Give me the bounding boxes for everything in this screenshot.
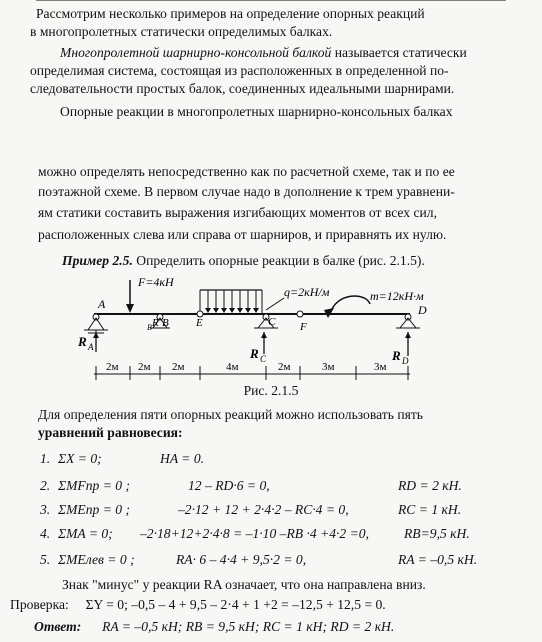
equation-2-num: 2. — [40, 478, 51, 493]
equation-3-res: RC = 1 кН. — [398, 502, 462, 517]
dim-1: 2м — [106, 361, 119, 373]
equation-4-mid: –2·18+12+2·4·8 = –1·10 –RB ·4 +4·2 =0, — [140, 526, 369, 541]
equation-2-lhs: ΣMFпр = 0 ; — [58, 478, 130, 493]
point-c-label: C — [268, 316, 276, 328]
term-definition: Многопролетной шарнирно-консольной балкой — [60, 45, 332, 60]
intro-line-1: Рассмотрим несколько примеров на определение опорных реакций — [36, 6, 425, 21]
dim-4: 4м — [226, 361, 239, 373]
intro-line-6: Опорные реакции в многопролетных шарнирно-консольных балках — [60, 104, 453, 119]
beam-figure — [0, 270, 542, 385]
hinge-f — [297, 311, 303, 317]
equation-1-lhs: ΣX = 0; — [58, 451, 102, 466]
equation-1-mid: HA = 0. — [160, 451, 205, 466]
moment-arc — [330, 296, 370, 314]
reaction-c-sub: C — [260, 354, 267, 364]
force-label: F=4кН — [138, 275, 174, 289]
figure-caption: Рис. 2.1.5 — [243, 383, 299, 398]
equation-4-lhs: ΣMA = 0; — [58, 526, 113, 541]
point-a-label: A — [98, 297, 106, 311]
sign-note: Знак "минус" у реакции RA означает, что она направлена вниз. — [62, 577, 426, 592]
example-label: Пример 2.5. — [62, 253, 133, 268]
intro-line-4: определимая система, состоящая из расположенных в определенной по- — [30, 63, 449, 78]
point-f-label: F — [300, 321, 307, 333]
scan-top-edge — [36, 0, 506, 4]
reaction-d-label: R — [392, 348, 401, 363]
point-e-label: E — [196, 317, 203, 329]
load-label: q=2кН/м — [284, 285, 330, 299]
reaction-d-arrowhead — [405, 332, 411, 338]
after-line-1: Для определения пяти опорных реакций можно использовать пять — [38, 407, 423, 422]
answer-text: RA = –0,5 кН; RB = 9,5 кН; RC = 1 кН; RD = 2 кН. — [102, 619, 395, 634]
answer-line — [34, 619, 394, 635]
reaction-b-label: R — [152, 317, 159, 329]
check-label: Проверка: — [10, 597, 69, 612]
intro-line-2: в многопролетных статически определимых балках. — [30, 24, 333, 39]
para2-line-2: поэтажной схеме. В первом случае надо в дополнение к трем уравнени- — [38, 184, 455, 199]
para2-line-3: ям статики составить выражения изгибающих моментов от всех сил, — [38, 205, 437, 220]
force-arrowhead — [126, 304, 134, 313]
reaction-d-sub: D — [402, 356, 409, 366]
point-d-label: D — [418, 303, 427, 317]
equation-3-mid: –2·12 + 12 + 2·4·2 – RC·4 = 0, — [178, 502, 349, 517]
equation-5-res: RA = –0,5 кН. — [398, 552, 478, 567]
equation-4-res: RB=9,5 кН. — [404, 526, 470, 541]
reaction-a-sub: A — [88, 342, 94, 352]
dim-6: 3м — [322, 361, 335, 373]
moment-label: m=12кН·м — [370, 289, 424, 303]
intro-line-5: следовательности простых балок, соединенных идеальными шарнирами. — [30, 81, 455, 96]
para2-line-4: расположенных слева или справа от шарниров, и приравнять их нулю. — [38, 227, 447, 242]
para2-line-1: можно определять непосредственно как по расчетной схеме, так и по ее — [38, 164, 455, 179]
equation-1-num: 1. — [40, 451, 51, 466]
equation-5-mid: RA· 6 – 4·4 + 9,5·2 = 0, — [176, 552, 307, 567]
equation-5-lhs: ΣMEлев = 0 ; — [58, 552, 135, 567]
equation-3-num: 3. — [40, 502, 51, 517]
intro-line-3-rest: называется статически — [331, 45, 467, 60]
reaction-b-sub: B — [147, 323, 152, 332]
reaction-c-arrowhead — [261, 332, 267, 338]
equation-5-num: 5. — [40, 552, 51, 567]
reaction-a-label: R — [78, 334, 87, 349]
dim-2: 2м — [138, 361, 151, 373]
check-line — [10, 597, 386, 613]
dim-3: 2м — [172, 361, 185, 373]
equation-2-mid: 12 – RD·6 = 0, — [188, 478, 270, 493]
support-d — [396, 314, 420, 328]
load-leader — [266, 298, 284, 310]
intro-line-3 — [60, 45, 467, 61]
distributed-load — [200, 290, 262, 314]
example-text: Определить опорные реакции в балке (рис. 2.1.5). — [136, 253, 425, 268]
reaction-c-label: R — [250, 346, 259, 361]
equation-3-lhs: ΣMEпр = 0 ; — [58, 502, 130, 517]
answer-label: Ответ: — [34, 619, 82, 634]
equation-2-res: RD = 2 кН. — [398, 478, 462, 493]
equation-4-num: 4. — [40, 526, 51, 541]
after-line-2: уравнений равновесия: — [38, 425, 183, 440]
dim-7: 3м — [374, 361, 387, 373]
point-b-label: B — [162, 317, 169, 329]
dim-5: 2м — [278, 361, 291, 373]
check-text: ΣY = 0; –0,5 – 4 + 9,5 – 2·4 + 1 +2 = –12,5 + 12,5 = 0. — [85, 597, 386, 612]
example-heading — [62, 253, 425, 269]
